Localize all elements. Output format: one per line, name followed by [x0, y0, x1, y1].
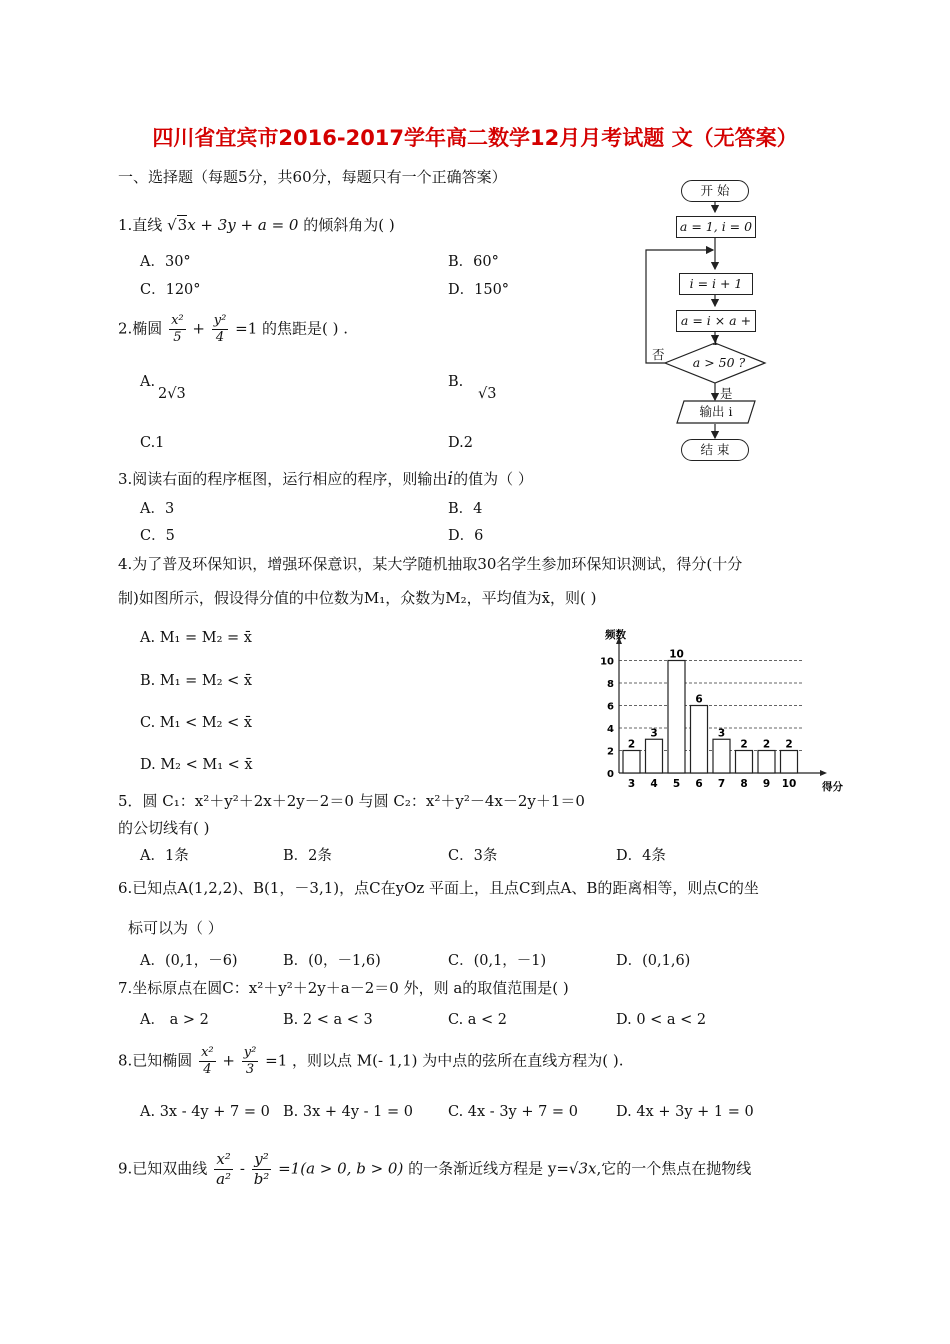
q5-option-d[interactable]: D．4条 [616, 848, 666, 864]
y-tick-label: 0 [607, 769, 614, 780]
question-5-line2: 的公切线有( ) [118, 819, 210, 837]
q1-number: 1.直线 [118, 216, 163, 234]
bar-value-label: 3 [717, 727, 726, 740]
q3-text: 3.阅读右面的程序框图，运行相应的程序，则输出 [118, 470, 448, 488]
score-frequency-chart [595, 628, 845, 796]
q8-option-d[interactable]: D. 4x + 3y + 1 = 0 [616, 1104, 754, 1120]
q9-mid: 的一条渐近线方程是 y= [408, 1159, 569, 1178]
question-5-line1: 5．圆 C₁：x²＋y²＋2x＋2y－2＝0 与圆 C₂：x²＋y²－4x－2y＋1＝0 [118, 792, 585, 810]
q6-option-a[interactable]: A．(0,1，－6) [140, 953, 238, 969]
q8-option-b[interactable]: B. 3x + 4y - 1 = 0 [283, 1104, 413, 1120]
flowchart-step1: i = i + 1 [679, 273, 753, 295]
q3-option-c[interactable]: C．5 [140, 528, 175, 544]
x-tick-label: 3 [627, 778, 636, 790]
q7-option-c[interactable]: C. a < 2 [448, 1012, 508, 1028]
q2-number: 2.椭圆 [118, 319, 163, 338]
q8-tail: =1 ，则以点 M(- 1,1) 为中点的弦所在直线方程为( ). [265, 1051, 624, 1070]
flowchart-output: 输出 i [699, 404, 733, 419]
flowchart-no-label: 否 [652, 347, 665, 362]
q7-option-b[interactable]: B. 2 < a < 3 [283, 1012, 373, 1028]
flowchart-condition: a > 50 ? [692, 355, 746, 370]
q1-option-b[interactable]: B．60° [448, 254, 499, 270]
flowchart-start: 开 始 [681, 180, 749, 202]
flowchart-step2: a = i × a + 1 [676, 310, 756, 332]
q3-tail: 的值为（ ） [453, 470, 533, 488]
question-8 [118, 1045, 624, 1078]
bar [713, 739, 730, 773]
q7-option-d[interactable]: D. 0 < a < 2 [616, 1012, 707, 1028]
q1-option-c[interactable]: C．120° [140, 282, 201, 298]
x-tick-label: 4 [650, 778, 658, 790]
question-1: 1.直线 √3x + 3y + a = 0 的倾斜角为( ) [118, 216, 395, 234]
flowchart-yes-label: 是 [720, 386, 733, 401]
q1-option-a[interactable]: A．30° [140, 254, 191, 270]
question-3 [118, 469, 533, 489]
x-tick-label: 10 [781, 778, 797, 790]
bar [623, 751, 640, 774]
x-tick-label: 6 [695, 778, 703, 790]
bar [758, 751, 775, 774]
q8-frac-x: $\frac{\text{x²}}{4}$ [201, 1045, 214, 1077]
q5-option-b[interactable]: B．2条 [283, 848, 332, 864]
q8-number: 8.已知椭圆 [118, 1051, 193, 1070]
q4-option-b[interactable]: B. M₁ = M₂ < x̄ [140, 673, 253, 689]
q8-option-c[interactable]: C. 4x - 3y + 7 = 0 [448, 1104, 578, 1120]
q4-option-a[interactable]: A. M₁ = M₂ = x̄ [140, 630, 252, 646]
bar-value-label: 10 [669, 648, 684, 661]
q2-plus: + [192, 319, 205, 338]
q1-expr: x + 3y + a = 0 [187, 216, 299, 234]
q6-option-c[interactable]: C．(0,1，－1) [448, 953, 547, 969]
q9-minus: - [239, 1159, 245, 1178]
q2-frac-x: $\frac{\text{x²}}{5}$ [171, 313, 184, 345]
q4-option-d[interactable]: D. M₂ < M₁ < x̄ [140, 757, 253, 773]
q3-option-b[interactable]: B．4 [448, 501, 483, 517]
q8-plus: + [222, 1051, 235, 1070]
q1-root: 3 [177, 216, 188, 234]
x-tick-label: 8 [740, 778, 748, 790]
bar-value-label: 2 [740, 738, 748, 751]
q6-option-b[interactable]: B．(0，－1,6) [283, 953, 381, 969]
bar-value-label: 3 [650, 727, 658, 740]
x-tick-label: 7 [717, 778, 726, 790]
y-tick-label: 6 [607, 701, 614, 713]
page-title: 四川省宜宾市2016-2017学年高二数学12月月考试题 文（无答案） [152, 126, 798, 150]
bar [668, 661, 685, 774]
y-tick-label: 2 [607, 746, 614, 758]
q6-option-d[interactable]: D．(0,1,6) [616, 953, 691, 969]
question-4-line1: 4.为了普及环保知识，增强环保意识，某大学随机抽取30名学生参加环保知识测试，得分(十分 [118, 555, 743, 573]
y-axis-label: 频数 [605, 629, 626, 641]
q5-option-a[interactable]: A．1条 [140, 848, 189, 864]
q7-option-a[interactable]: A． a > 2 [140, 1012, 209, 1028]
q2-option-a-label[interactable]: A. [140, 374, 156, 390]
q1-option-d[interactable]: D．150° [448, 282, 510, 298]
q8-frac-y: $\frac{\text{y²}}{3}$ [243, 1045, 257, 1077]
y-tick-label: 10 [600, 656, 614, 668]
q2-tail: =1 的焦距是( ) . [235, 319, 349, 338]
question-4-line2: 制)如图所示，假设得分值的中位数为M₁，众数为M₂，平均值为x̄，则( ) [118, 589, 597, 607]
question-7: 7.坐标原点在圆C：x²＋y²＋2y＋a－2＝0 外，则 a的取值范围是( ) [118, 979, 569, 997]
bar [646, 739, 663, 773]
x-axis-arrow [820, 770, 827, 776]
q3-option-a[interactable]: A．3 [140, 501, 175, 517]
y-tick-label: 4 [607, 724, 614, 735]
q9-number: 9.已知双曲线 [118, 1159, 208, 1178]
q9-condition: =1(a > 0, b > 0) [278, 1159, 404, 1178]
q2-option-b-value: √3 [478, 386, 497, 402]
q2-option-b-label[interactable]: B. [448, 374, 464, 390]
q2-option-a-value: 2√3 [158, 386, 186, 402]
bar-value-label: 2 [785, 738, 793, 751]
q3-option-d[interactable]: D．6 [448, 528, 484, 544]
q1-tail: 的倾斜角为( ) [303, 216, 395, 234]
bar [691, 706, 708, 774]
q9-asymptote: √3x [568, 1159, 597, 1178]
flowchart-end: 结 束 [681, 439, 749, 461]
question-9 [118, 1150, 751, 1189]
bar-value-label: 6 [695, 693, 703, 706]
q2-frac-y: $\frac{\text{y²}}{4}$ [213, 313, 227, 345]
q9-frac-x: $\frac{\text{x²}}{\text{a²}}$ [216, 1150, 232, 1188]
question-2 [118, 313, 348, 346]
q3-var: i [447, 468, 454, 489]
q4-option-c[interactable]: C. M₁ < M₂ < x̄ [140, 715, 253, 731]
bar [781, 751, 798, 774]
x-axis-label: 得分 [822, 781, 843, 793]
q5-option-c[interactable]: C．3条 [448, 848, 498, 864]
q2-option-d[interactable]: D.2 [448, 435, 473, 451]
q2-option-c[interactable]: C.1 [140, 435, 165, 451]
section-heading: 一、选择题（每题5分，共60分，每题只有一个正确答案） [118, 168, 507, 186]
x-tick-label: 9 [762, 778, 771, 790]
q9-tail: ,它的一个焦点在抛物线 [596, 1159, 752, 1178]
question-6-line2: 标可以为（ ） [128, 919, 223, 937]
y-tick-label: 8 [607, 679, 614, 690]
question-6-line1: 6.已知点A(1,2,2)、B(1，－3,1)，点C在yOz 平面上，且点C到点A、B的距离相等，则点C的坐 [118, 879, 759, 897]
bar [736, 751, 753, 774]
bar-value-label: 2 [627, 738, 636, 751]
flowchart-init: a = 1, i = 0 [676, 216, 756, 238]
bar-value-label: 2 [762, 738, 771, 751]
q9-frac-y: $\frac{\text{y²}}{\text{b²}}$ [253, 1150, 270, 1188]
x-tick-label: 5 [672, 778, 681, 790]
q8-option-a[interactable]: A. 3x - 4y + 7 = 0 [140, 1104, 270, 1120]
